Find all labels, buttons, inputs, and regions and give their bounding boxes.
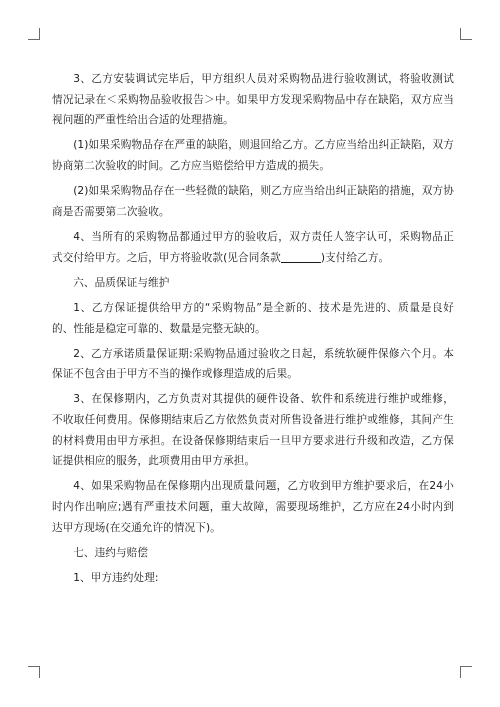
paragraph-maintenance: 3、在保修期内，乙方负责对其提供的硬件设备、软件和系统进行维护或维修，不收取任何费用。保修期结束后乙方依然负责对所售设备进行维护或维修，其间产生的材料费用由甲方承担。在设备保修期结束后一旦甲方要求进行升级和改造，乙方保证提供相应的服务，此项费用由甲方承担。 (52, 393, 454, 468)
paragraph-acceptance-test: 3、乙方安装调试完毕后，甲方组织人员对采购物品进行验收测试，将验收测试情况记录在＜采购物品验收报告＞中。如果甲方发现采购物品中存在缺陷，双方应当视问题的严重性给出合适的处理措施。 (52, 73, 454, 127)
paragraph-severe-defect: (1)如果采购物品存在严重的缺陷，则退回给乙方。乙方应当给出纠正缺陷，双方协商第二次验收的时间。乙方应当赔偿给甲方造成的损失。 (52, 139, 454, 172)
section-heading-quality-assurance: 六、品质保证与维护 (73, 276, 170, 289)
paragraph-new-goods-guarantee: 1、乙方保证提供给甲方的“采购物品”是全新的、技术是先进的、质量是良好的、性能是稳定可靠的、数量是完整无缺的。 (52, 301, 454, 335)
paragraph-party-a-breach: 1、甲方违约处理: (73, 572, 159, 584)
paragraph-warranty-period: 2、乙方承诺质量保证期:采购物品通过验收之日起，系统软硬件保修六个月。本保证不包含由于甲方不当的操作或修理造成的后果。 (52, 347, 454, 381)
paragraph-final-acceptance-text: 4、当所有的采购物品都通过甲方的验收后，双方责任人签字认可，采购物品正式交付给甲方。之后，甲方将验收款(见合同条款 (52, 230, 454, 264)
paragraph-final-acceptance-tail: )支付给乙方。 (320, 251, 390, 264)
section-heading-breach: 七、违约与赔偿 (73, 546, 149, 559)
paragraph-final-acceptance (52, 227, 454, 268)
contract-clause-blank (281, 250, 321, 263)
document-body (52, 69, 454, 593)
crop-mark-top-left (28, 28, 40, 40)
crop-mark-top-right (460, 28, 472, 40)
paragraph-minor-defect: (2)如果采购物品存在一些轻微的缺陷，则乙方应当给出纠正缺陷的措施，双方协商是否需要第二次验收。 (52, 185, 454, 218)
paragraph-response-time: 4、如果采购物品在保修期内出现质量问题，乙方收到甲方维护要求后，在24小时内作出响应;遇有严重技术问题，重大故障，需要现场维护，乙方应在24小时内到达甲方现场(在交通允许的情况下)。 (52, 480, 454, 534)
crop-mark-bottom-left (28, 666, 40, 678)
crop-mark-bottom-right (460, 666, 472, 678)
